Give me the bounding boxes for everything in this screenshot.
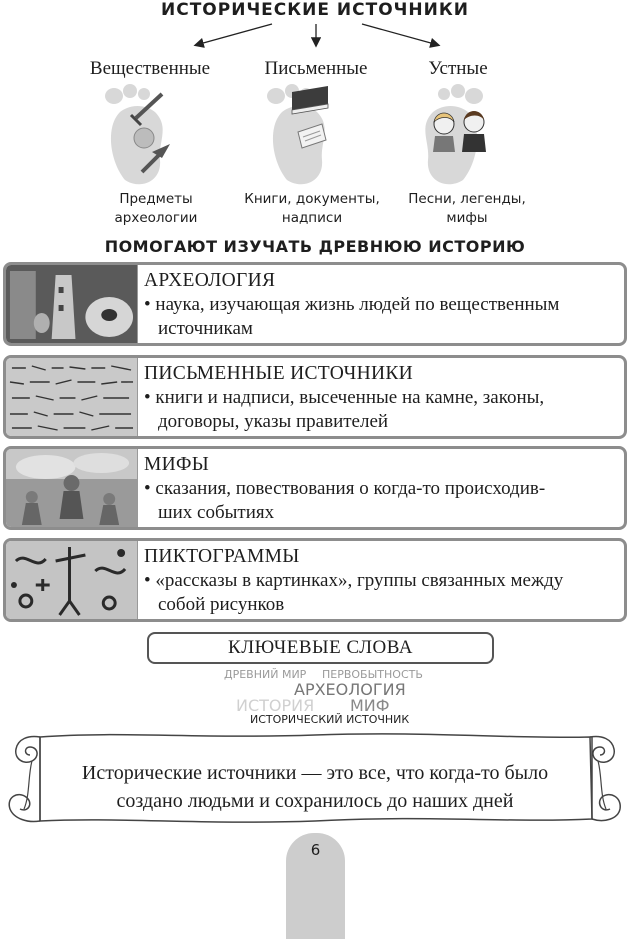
keywords-heading: КЛЮЧЕВЫЕ СЛОВА: [147, 632, 494, 664]
written-sources-footprint-icon: [262, 82, 362, 187]
card-archaeology: [3, 262, 627, 346]
caption-material: Предметы археологии: [114, 191, 198, 226]
petroglyph-image: [6, 541, 138, 619]
source-type-oral: Устные: [428, 58, 488, 79]
keyword-myth: МИФ: [350, 696, 390, 715]
keyword-ancient-world: ДРЕВНИЙ МИР: [224, 668, 307, 681]
page-title: ИСТОРИЧЕСКИЕ ИСТОЧНИКИ: [161, 0, 469, 20]
card-title: ПИСЬМЕННЫЕ ИСТОЧНИКИ: [144, 363, 414, 384]
card-title: МИФЫ: [144, 454, 210, 475]
keyword-history: ИСТОРИЯ: [236, 696, 315, 715]
page-number: 6: [310, 841, 321, 859]
card-description: • «рассказы в картинках», группы связанных между собой рисунков: [144, 570, 564, 615]
definition-text: Исторические источники — это все, что когда-то было создано людьми и сохранилось до наших дней: [81, 762, 549, 812]
source-type-written: Письменные: [264, 58, 368, 79]
caption-written: Книги, документы, надписи: [244, 191, 380, 226]
section-subtitle: ПОМОГАЮТ ИЗУЧАТЬ ДРЕВНЮЮ ИСТОРИЮ: [104, 237, 526, 256]
branch-arrows: [0, 18, 630, 54]
keyword-archaeology: АРХЕОЛОГИЯ: [294, 680, 406, 699]
card-title: АРХЕОЛОГИЯ: [144, 270, 276, 291]
keyword-primitive: ПЕРВОБЫТНОСТЬ: [322, 668, 423, 681]
archaeology-artifacts-image: [6, 265, 138, 343]
source-type-material: Вещественные: [89, 58, 211, 79]
card-pictograms: [3, 538, 627, 622]
oral-sources-footprint-icon: [418, 82, 518, 187]
card-myths: [3, 446, 627, 530]
myth-painting-image: [6, 449, 138, 527]
card-description: • наука, изучающая жизнь людей по вещественным источникам: [144, 294, 560, 339]
card-written-sources: [3, 355, 627, 439]
material-sources-footprint-icon: [100, 82, 200, 187]
keyword-historical-source: ИСТОРИЧЕСКИЙ ИСТОЧНИК: [250, 713, 410, 726]
card-description: • сказания, повествования о когда-то происходив- ших событиях: [144, 478, 546, 523]
caption-oral: Песни, легенды, мифы: [408, 191, 526, 226]
cuneiform-tablet-image: [6, 358, 138, 436]
card-description: • книги и надписи, высеченные на камне, законы, договоры, указы правителей: [144, 387, 545, 432]
card-title: ПИКТОГРАММЫ: [144, 546, 300, 567]
